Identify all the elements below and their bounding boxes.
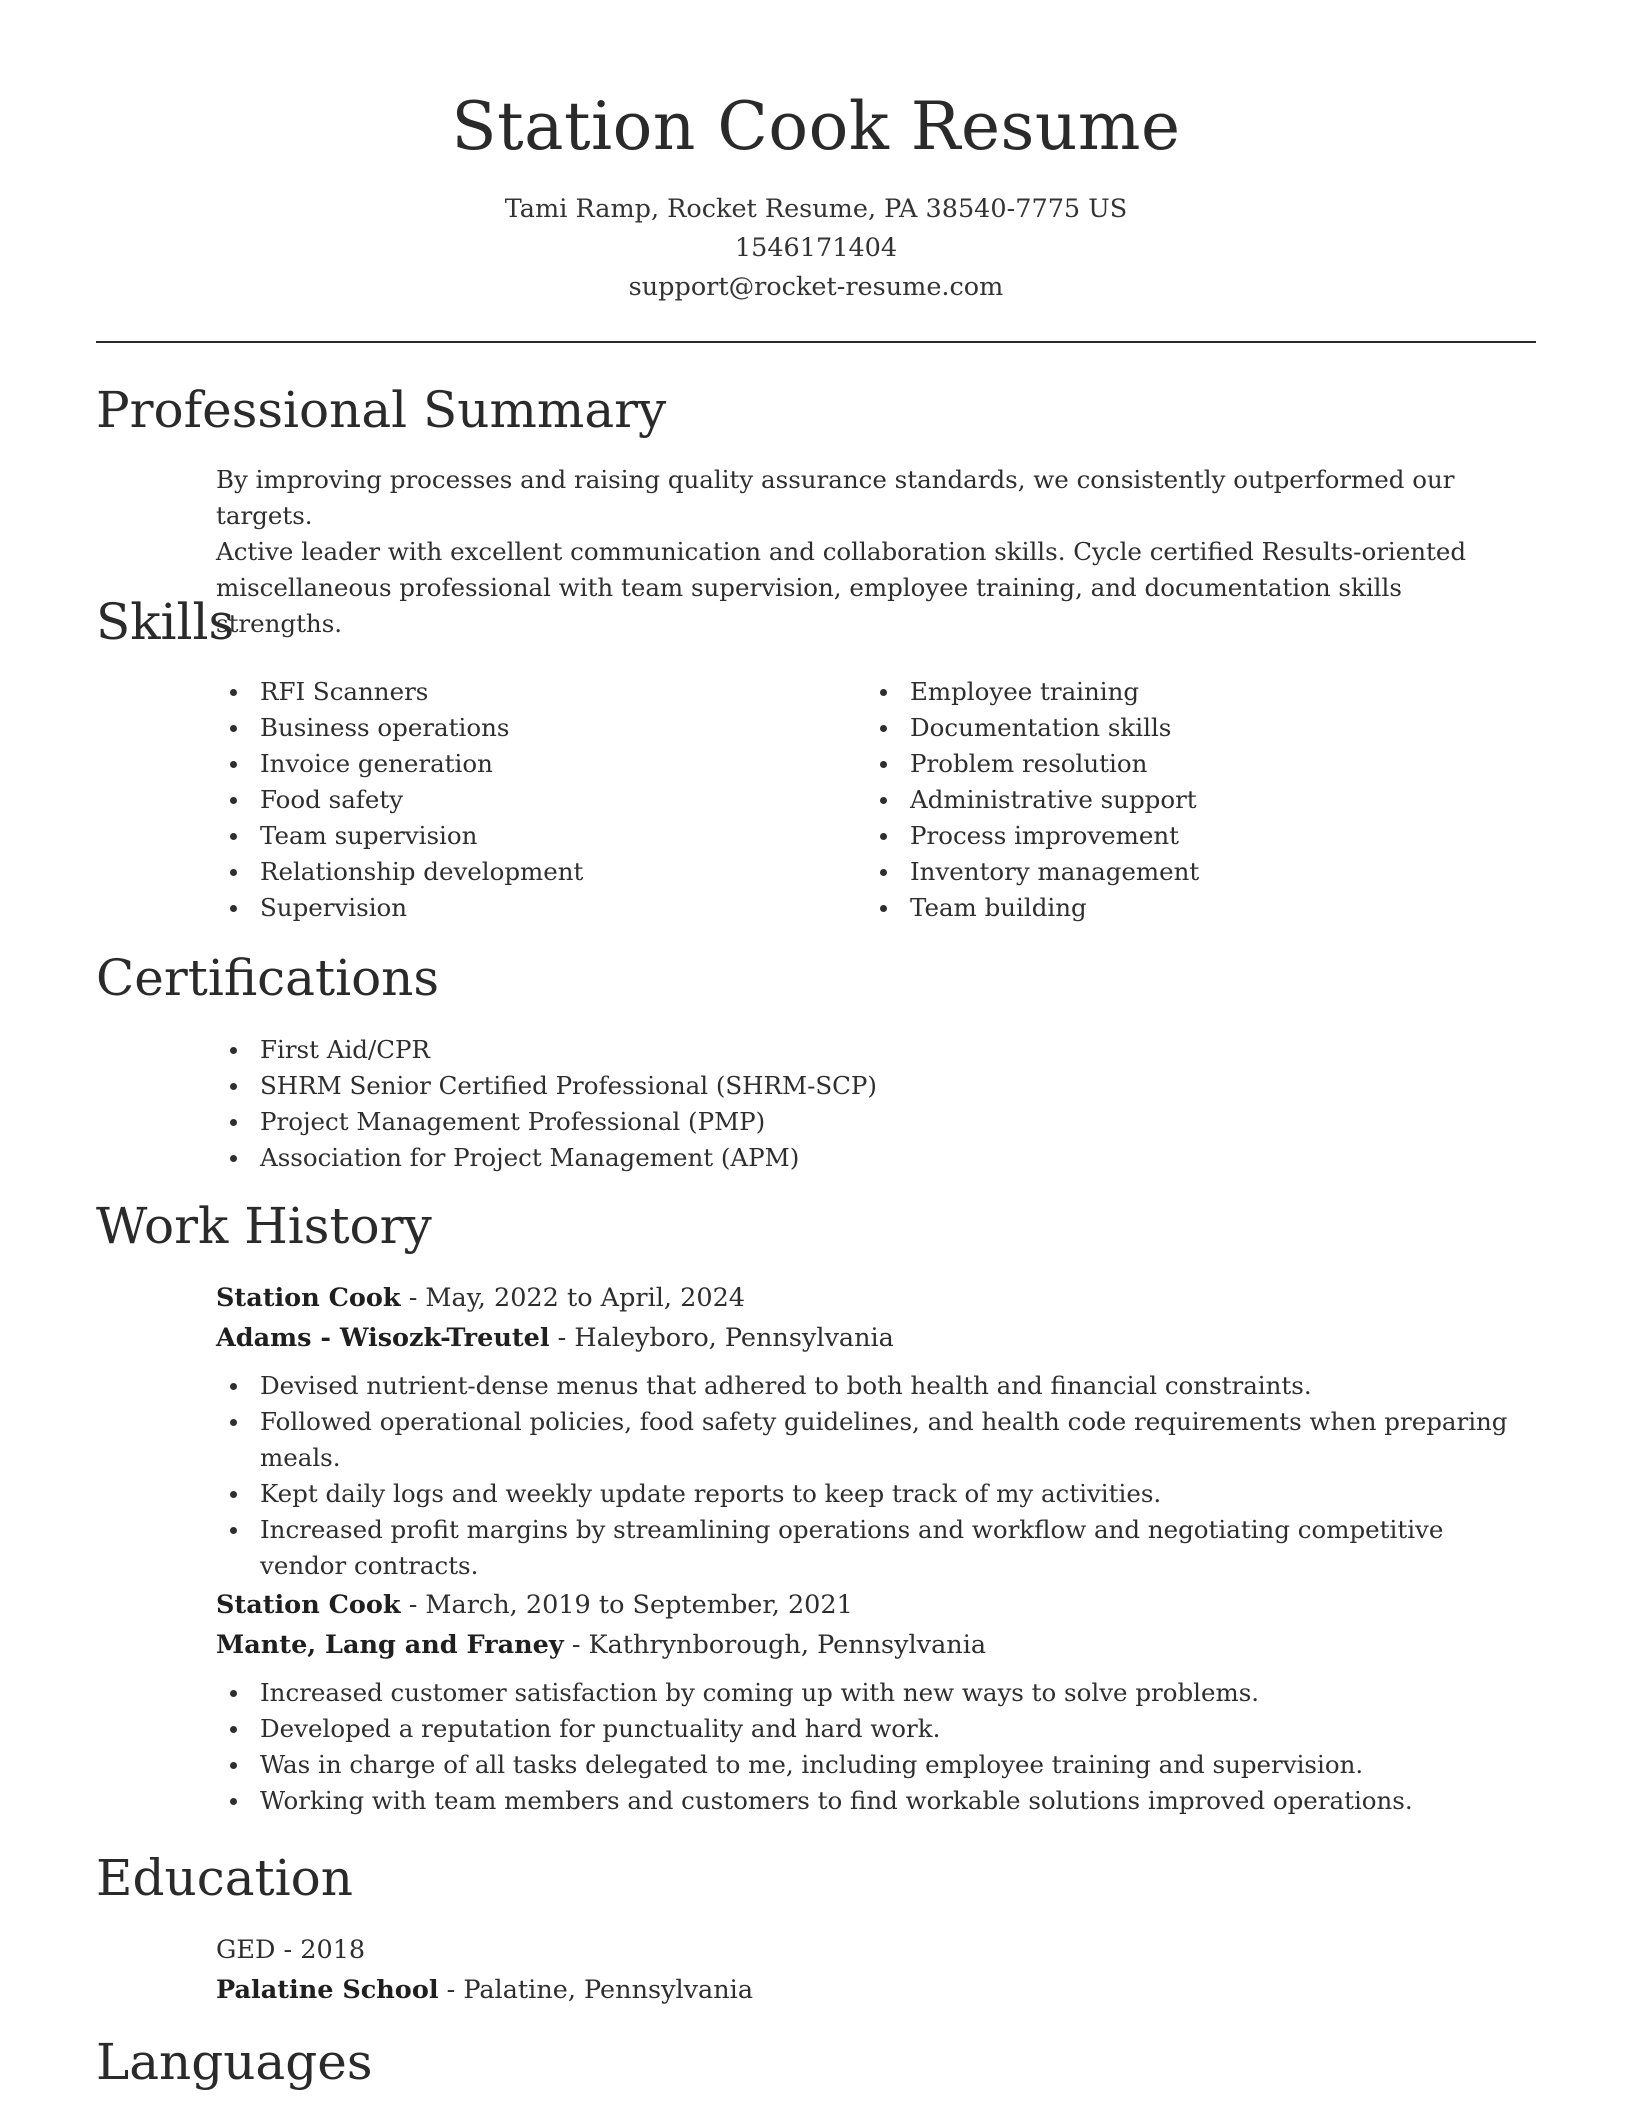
job-dates: March, 2019 to September, 2021 <box>425 1590 853 1620</box>
job-duty-item: Kept daily logs and weekly update reports to keep track of my activities. <box>216 1476 1536 1512</box>
resume-header <box>0 82 1632 307</box>
education-school-line <box>216 1970 1316 2010</box>
job-duty-item: Increased customer satisfaction by coming up with new ways to solve problems. <box>216 1675 1536 1711</box>
summary-line: By improving processes and raising quality assurance standards, we consistently outperformed our targets. <box>216 465 1455 530</box>
job-title-line <box>216 1278 1536 1318</box>
summary-line: miscellaneous professional with team supervision, employee training, and documentation skills strengths. <box>216 573 1402 638</box>
job-title: Station Cook <box>216 1283 401 1313</box>
job-duty-item: Devised nutrient-dense menus that adhered to both health and financial constraints. <box>216 1368 1536 1404</box>
job-separator: - <box>549 1323 575 1353</box>
summary-line: Active leader with excellent communication and collaboration skills. Cycle certified Results-oriented <box>216 537 1467 566</box>
job-dates: May, 2022 to April, 2024 <box>425 1283 746 1313</box>
job-company: Adams - Wisozk-Treutel <box>216 1323 550 1353</box>
job-separator: - <box>400 1283 426 1313</box>
education-separator: - <box>438 1975 464 2005</box>
skill-item: Process improvement <box>866 818 1506 854</box>
summary-text <box>216 462 1526 642</box>
skill-item: Invoice generation <box>216 746 836 782</box>
header-divider <box>96 341 1536 343</box>
job-duty-item: Working with team members and customers to find workable solutions improved operations. <box>216 1783 1536 1819</box>
skill-item: Team building <box>866 890 1506 926</box>
certification-item: Project Management Professional (PMP) <box>216 1104 1316 1140</box>
education-separator: - <box>275 1935 301 1965</box>
certification-item: Association for Project Management (APM) <box>216 1140 1316 1176</box>
job-entry <box>216 1278 1536 1584</box>
contact-address: Tami Ramp, Rocket Resume, PA 38540-7775 US <box>504 194 1128 224</box>
certification-item: First Aid/CPR <box>216 1032 1316 1068</box>
section-title-certifications: Certifications <box>96 949 440 1007</box>
job-entry <box>216 1585 1536 1819</box>
certifications-list <box>216 1032 1316 1176</box>
education-year: 2018 <box>300 1935 366 1965</box>
job-duty-item: Was in charge of all tasks delegated to me, including employee training and supervision. <box>216 1747 1536 1783</box>
contact-phone: 1546171404 <box>734 233 898 263</box>
section-title-work: Work History <box>96 1197 432 1255</box>
job-company-line <box>216 1318 1536 1358</box>
skills-list-left <box>216 674 836 926</box>
skill-item: Employee training <box>866 674 1506 710</box>
skill-item: Food safety <box>216 782 836 818</box>
job-separator: - <box>400 1590 426 1620</box>
skills-list-right <box>866 674 1506 926</box>
job-company: Mante, Lang and Franey <box>216 1630 564 1660</box>
section-title-summary: Professional Summary <box>96 381 667 439</box>
skill-item: RFI Scanners <box>216 674 836 710</box>
job-separator: - <box>563 1630 589 1660</box>
job-company-line <box>216 1625 1536 1665</box>
section-title-education: Education <box>96 1849 353 1907</box>
skill-item: Supervision <box>216 890 836 926</box>
job-duties-list <box>216 1368 1536 1584</box>
education-degree: GED <box>216 1935 276 1965</box>
job-duty-item: Followed operational policies, food safety guidelines, and health code requirements when preparing meals. <box>216 1404 1536 1476</box>
certification-item: SHRM Senior Certified Professional (SHRM-SCP) <box>216 1068 1316 1104</box>
job-location: Kathrynborough, Pennsylvania <box>588 1630 987 1660</box>
resume-title: Station Cook Resume <box>451 88 1181 165</box>
contact-email: support@rocket-resume.com <box>628 272 1004 302</box>
skill-item: Administrative support <box>866 782 1506 818</box>
skill-item: Business operations <box>216 710 836 746</box>
skill-item: Team supervision <box>216 818 836 854</box>
skill-item: Inventory management <box>866 854 1506 890</box>
job-title: Station Cook <box>216 1590 401 1620</box>
skill-item: Problem resolution <box>866 746 1506 782</box>
job-duty-item: Increased profit margins by streamlining operations and workflow and negotiating competitive vendor contracts. <box>216 1512 1536 1584</box>
job-duty-item: Developed a reputation for punctuality and hard work. <box>216 1711 1536 1747</box>
contact-block <box>0 190 1632 307</box>
section-title-skills: Skills <box>96 593 235 651</box>
section-title-languages: Languages <box>96 2033 373 2091</box>
job-duties-list <box>216 1675 1536 1819</box>
education-school: Palatine School <box>216 1975 439 2005</box>
skill-item: Relationship development <box>216 854 836 890</box>
education-degree-line <box>216 1930 1316 1970</box>
job-location: Haleyboro, Pennsylvania <box>574 1323 894 1353</box>
skill-item: Documentation skills <box>866 710 1506 746</box>
job-title-line <box>216 1585 1536 1625</box>
education-entry <box>216 1930 1316 2010</box>
education-location: Palatine, Pennsylvania <box>463 1975 754 2005</box>
